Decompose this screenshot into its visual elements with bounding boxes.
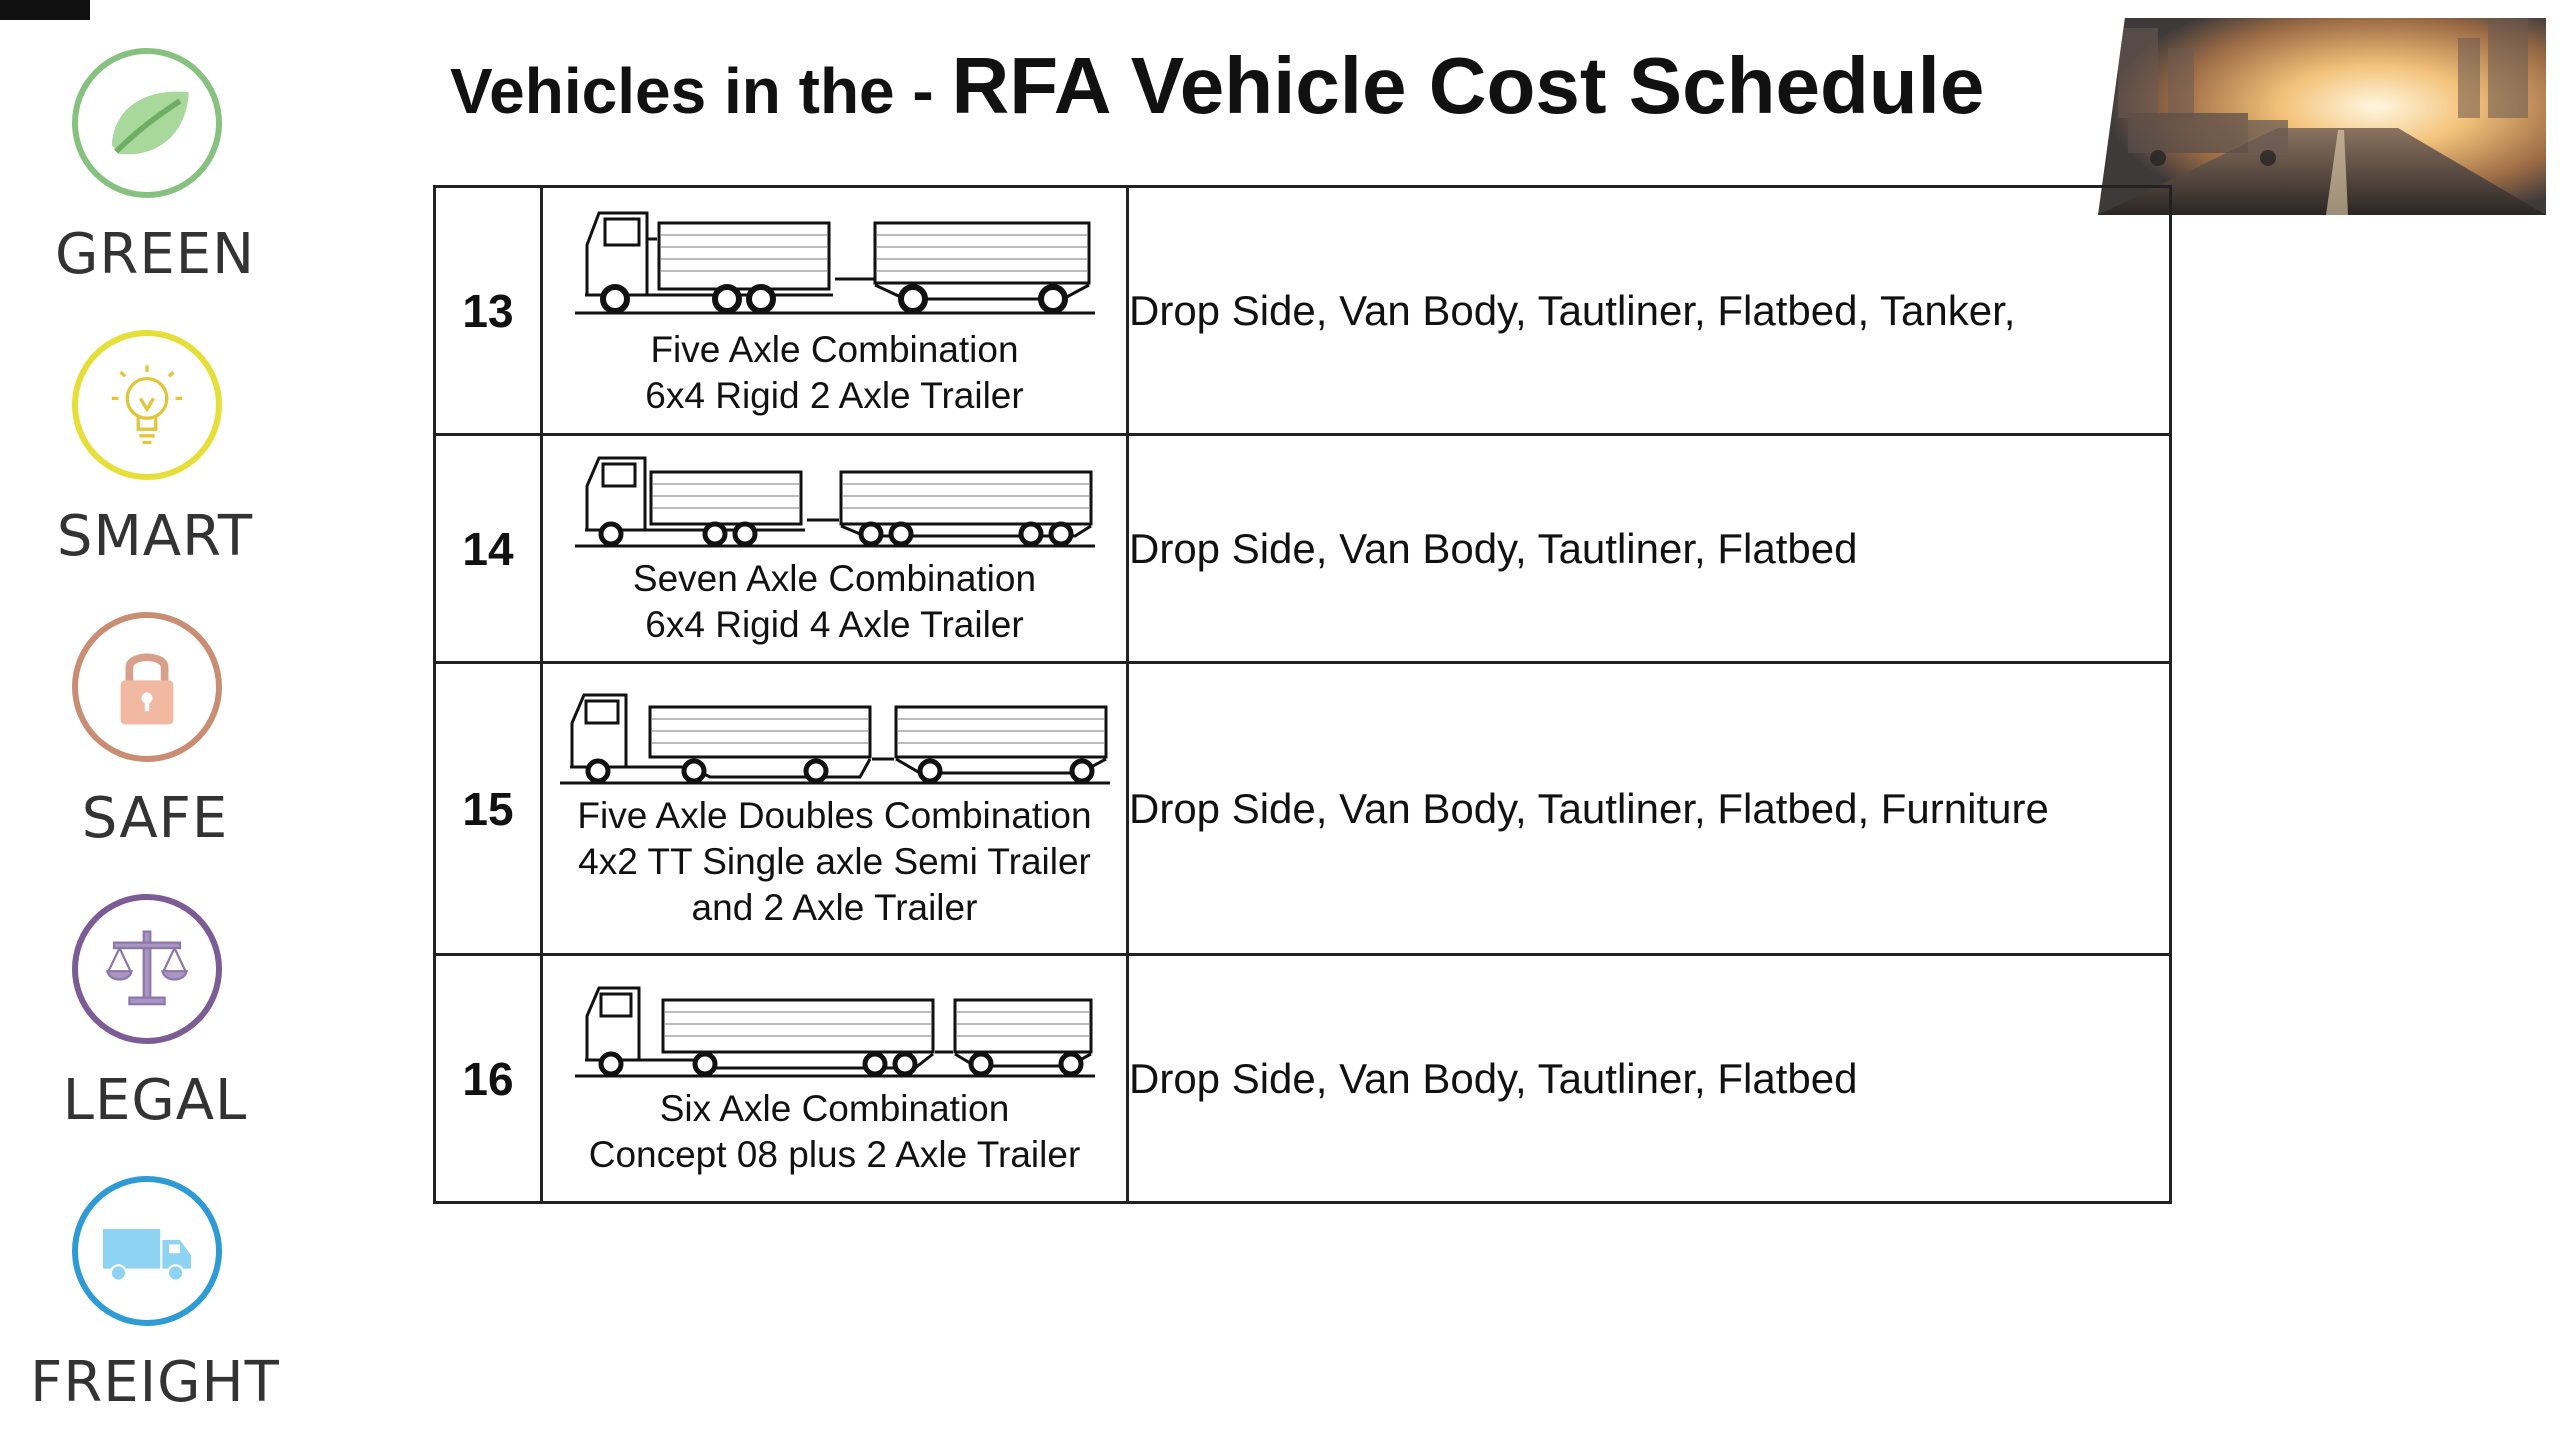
six-axle-combination-diagram [575,980,1095,1080]
sidebar-label: SMART [56,504,254,569]
sidebar-item-smart [0,322,310,602]
vehicle-caption: Five Axle Doubles Combination 4x2 TT Single axle Semi Trailer and 2 Axle Trailer [577,794,1092,928]
title-main: RFA Vehicle Cost Schedule [951,41,1985,130]
sidebar-item-legal [0,886,310,1166]
five-axle-combination-diagram [575,203,1095,321]
body-types: Drop Side, Van Body, Tautliner, Flatbed, Tanker, [1128,187,2171,435]
vehicle-cell [542,955,1128,1203]
five-axle-doubles-combination-diagram [560,687,1110,787]
table-row [435,955,2171,1203]
leaf-icon [72,48,222,198]
vehicle-schedule-table [433,185,2172,1204]
title-prefix: Vehicles in the - [450,55,952,127]
vehicle-caption: Five Axle Combination 6x4 Rigid 2 Axle Trailer [645,328,1024,416]
sidebar-label: FREIGHT [30,1350,280,1415]
lightbulb-icon [72,330,222,480]
body-types: Drop Side, Van Body, Tautliner, Flatbed [1128,955,2171,1203]
top-corner-bar [0,0,90,20]
table-row [435,663,2171,955]
seven-axle-combination-diagram [575,450,1095,550]
sidebar-label: SAFE [81,786,229,851]
sidebar-item-green [0,40,310,320]
sidebar-item-safe [0,604,310,884]
page-title [450,40,1984,132]
vehicle-caption: Seven Axle Combination 6x4 Rigid 4 Axle Trailer [632,557,1037,645]
row-number: 13 [435,187,542,435]
row-number: 14 [435,435,542,663]
table-row [435,187,2171,435]
truck-icon [72,1176,222,1326]
vehicle-cell [542,435,1128,663]
body-types: Drop Side, Van Body, Tautliner, Flatbed, Furniture [1128,663,2171,955]
table-row [435,435,2171,663]
sidebar [0,40,310,1440]
sidebar-label: GREEN [55,222,255,287]
sidebar-label: LEGAL [62,1068,248,1133]
vehicle-cell [542,187,1128,435]
vehicle-caption: Six Axle Combination Concept 08 plus 2 Axle Trailer [588,1087,1081,1175]
row-number: 15 [435,663,542,955]
vehicle-cell [542,663,1128,955]
sidebar-item-freight [0,1168,310,1448]
padlock-icon [72,612,222,762]
body-types: Drop Side, Van Body, Tautliner, Flatbed [1128,435,2171,663]
row-number: 16 [435,955,542,1203]
scales-icon [72,894,222,1044]
